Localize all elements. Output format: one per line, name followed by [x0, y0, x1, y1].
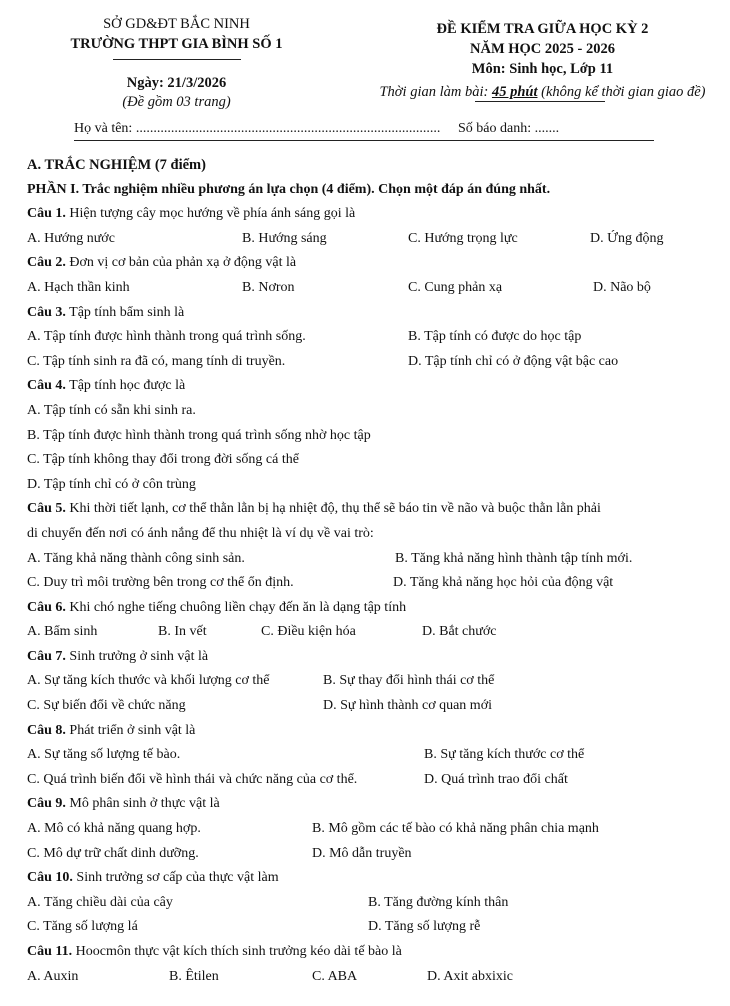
option-b: B. Tăng khả năng hình thành tập tính mới.: [395, 550, 633, 566]
question-label: Câu 8.: [27, 722, 66, 738]
option-a: A. Auxin: [27, 968, 79, 984]
question-text: Sinh trưởng ở sinh vật là: [65, 648, 209, 664]
option-c: C. Mô dự trữ chất dinh dưỡng.: [27, 845, 199, 861]
school-year: NĂM HỌC 2025 - 2026: [470, 41, 615, 57]
option-a: A. Sự tăng kích thước và khối lượng cơ thể: [27, 673, 270, 689]
options-row: [27, 350, 717, 375]
option-a: A. Tập tính có sẵn khi sinh ra.: [27, 402, 196, 418]
question-text: Hiện tượng cây mọc hướng về phía ánh sáng gọi là: [65, 206, 356, 222]
question-label: Câu 11.: [27, 944, 73, 959]
option-b: B. In vết: [158, 624, 207, 640]
option-b: B. Sự thay đổi hình thái cơ thể: [323, 673, 495, 689]
time-suffix: (không kể thời gian giao đề): [537, 84, 706, 100]
question-text: Khi chó nghe tiếng chuông liền chạy đến ăn là dạng tập tính: [65, 599, 407, 615]
question-text: Mô phân sinh ở thực vật là: [65, 796, 220, 812]
header-left: [44, 14, 309, 112]
question-6: [27, 596, 717, 621]
option-c: C. Tập tính sinh ra đã có, mang tính di truyền.: [27, 353, 286, 369]
options-row: [27, 227, 717, 252]
options-row: [27, 743, 717, 768]
options-row: [27, 965, 717, 990]
option-a: A. Sự tăng số lượng tế bào.: [27, 747, 181, 763]
question-label: Câu 10.: [27, 870, 73, 886]
question-text: Hoocmôn thực vật kích thích sinh trưởng kéo dài tế bào là: [72, 944, 402, 959]
option-a: A. Hướng nước: [27, 230, 115, 246]
option-a: A. Tăng khả năng thành công sinh sản.: [27, 550, 245, 566]
options-row: [27, 620, 717, 645]
option-c: C. Cung phản xạ: [408, 279, 503, 295]
options-row: [27, 325, 717, 350]
option-c: C. Duy trì môi trường bên trong cơ thể ổn định.: [27, 575, 294, 591]
options-row: [27, 768, 717, 793]
options-row: [27, 817, 717, 842]
question-2: [27, 251, 717, 276]
department-name: SỞ GD&ĐT BẮC NINH: [103, 16, 250, 32]
question-label: Câu 3.: [27, 304, 66, 320]
option-c: C. Hướng trọng lực: [408, 230, 518, 246]
question-text: Đơn vị cơ bản của phản xạ ở động vật là: [65, 255, 297, 271]
options-row: [27, 891, 717, 916]
name-field: Họ và tên: .......................................................................................: [74, 121, 441, 136]
question-label: Câu 6.: [27, 599, 66, 615]
id-field: Số báo danh: .......: [458, 121, 560, 136]
question-7: [27, 645, 717, 670]
option-b: B. Tập tính được hình thành trong quá trình sống nhờ học tập: [27, 427, 371, 443]
question-9: [27, 792, 717, 817]
option-c: C. Tập tính không thay đổi trong đời sống cá thể: [27, 452, 299, 468]
question-label: Câu 5.: [27, 501, 66, 517]
option-b: B. Sự tăng kích thước cơ thể: [424, 747, 585, 763]
part-heading: PHẦN I. Trắc nghiệm nhiều phương án lựa chọn (4 điểm). Chọn một đáp án đúng nhất.: [27, 181, 551, 197]
time-line: [355, 82, 730, 102]
option-a: A. Mô có khả năng quang hợp.: [27, 821, 201, 837]
exam-content: [27, 153, 717, 989]
options-row: [27, 842, 717, 867]
option-b: B. Nơron: [242, 279, 295, 295]
question-5: [27, 497, 717, 522]
page-count: (Đề gồm 03 trang): [122, 94, 231, 110]
question-8: [27, 719, 717, 744]
divider: [113, 59, 241, 60]
option-a: A. Bẩm sinh: [27, 624, 98, 640]
question-1: [27, 202, 717, 227]
options-row: [27, 669, 717, 694]
option-d: D. Tăng khả năng học hỏi của động vật: [393, 575, 614, 591]
question-text: Tập tính học được là: [65, 378, 186, 394]
school-name: TRƯỜNG THPT GIA BÌNH SỐ 1: [70, 36, 283, 52]
option-b: B. Tập tính có được do học tập: [408, 329, 582, 345]
question-text: Phát triển ở sinh vật là: [65, 722, 196, 738]
option-c: C. Điều kiện hóa: [261, 624, 356, 640]
options-row: [27, 276, 717, 301]
subject-line: Môn: Sinh học, Lớp 11: [471, 61, 614, 77]
divider: [74, 140, 654, 141]
student-info: [74, 121, 654, 137]
time-prefix: Thời gian làm bài:: [379, 84, 492, 100]
question-3: [27, 301, 717, 326]
option-d: D. Sự hình thành cơ quan mới: [323, 698, 492, 714]
question-4: [27, 374, 717, 399]
question-label: Câu 9.: [27, 796, 66, 812]
divider: [475, 101, 605, 102]
question-text: Tập tính bẩm sinh là: [65, 304, 185, 320]
section-heading: A. TRẮC NGHIỆM (7 điểm): [27, 157, 206, 173]
option-d: D. Não bộ: [593, 279, 651, 295]
option-d: D. Tập tính chỉ có ở côn trùng: [27, 476, 196, 492]
option-d: D. Tập tính chỉ có ở động vật bậc cao: [408, 353, 619, 369]
time-value: 45 phút: [491, 84, 538, 100]
question-label: Câu 2.: [27, 255, 66, 271]
option-c: C. Sự biến đổi về chức năng: [27, 698, 186, 714]
question-text: Sinh trưởng sơ cấp của thực vật làm: [72, 870, 279, 886]
option-d: D. Ứng động: [590, 230, 664, 246]
option-d: D. Bắt chước: [422, 624, 497, 640]
option-b: B. Mô gồm các tế bào có khả năng phân chia mạnh: [312, 821, 599, 837]
question-label: Câu 1.: [27, 206, 66, 222]
option-b: B. Tăng đường kính thân: [368, 894, 509, 910]
option-d: D. Axit abxixic: [427, 968, 513, 984]
option-d: D. Quá trình trao đổi chất: [424, 771, 568, 787]
option-d: D. Tăng số lượng rễ: [368, 919, 481, 935]
question-label: Câu 4.: [27, 378, 66, 394]
options-row: [27, 915, 717, 940]
question-text: Khi thời tiết lạnh, cơ thể thằn lằn bị hạ nhiệt độ, thụ thể sẽ báo tin về não và buộc thằn lằn phải: [65, 501, 601, 517]
options-row: [27, 571, 717, 596]
options-row: [27, 547, 717, 572]
exam-title: ĐỀ KIỂM TRA GIỮA HỌC KỲ 2: [436, 21, 649, 37]
option-b: B. Êtilen: [169, 968, 219, 984]
question-label: Câu 7.: [27, 648, 66, 664]
option-b: B. Hướng sáng: [242, 230, 327, 246]
option-c: C. Quá trình biến đổi về hình thái và chức năng của cơ thể.: [27, 771, 358, 787]
option-d: D. Mô dẫn truyền: [312, 845, 412, 861]
option-a: A. Tăng chiều dài của cây: [27, 894, 173, 910]
option-a: A. Tập tính được hình thành trong quá trình sống.: [27, 329, 306, 345]
question-11: [27, 940, 717, 965]
option-c: C. ABA: [312, 968, 358, 984]
question-10: [27, 866, 717, 891]
exam-date: Ngày: 21/3/2026: [126, 75, 227, 91]
option-c: C. Tăng số lượng lá: [27, 919, 138, 935]
question-text-continued: di chuyển đến nơi có ánh nắng để thu nhiệt là ví dụ về vai trò:: [27, 525, 374, 541]
option-a: A. Hạch thần kinh: [27, 279, 130, 295]
header-right: [355, 19, 730, 102]
options-row: [27, 694, 717, 719]
